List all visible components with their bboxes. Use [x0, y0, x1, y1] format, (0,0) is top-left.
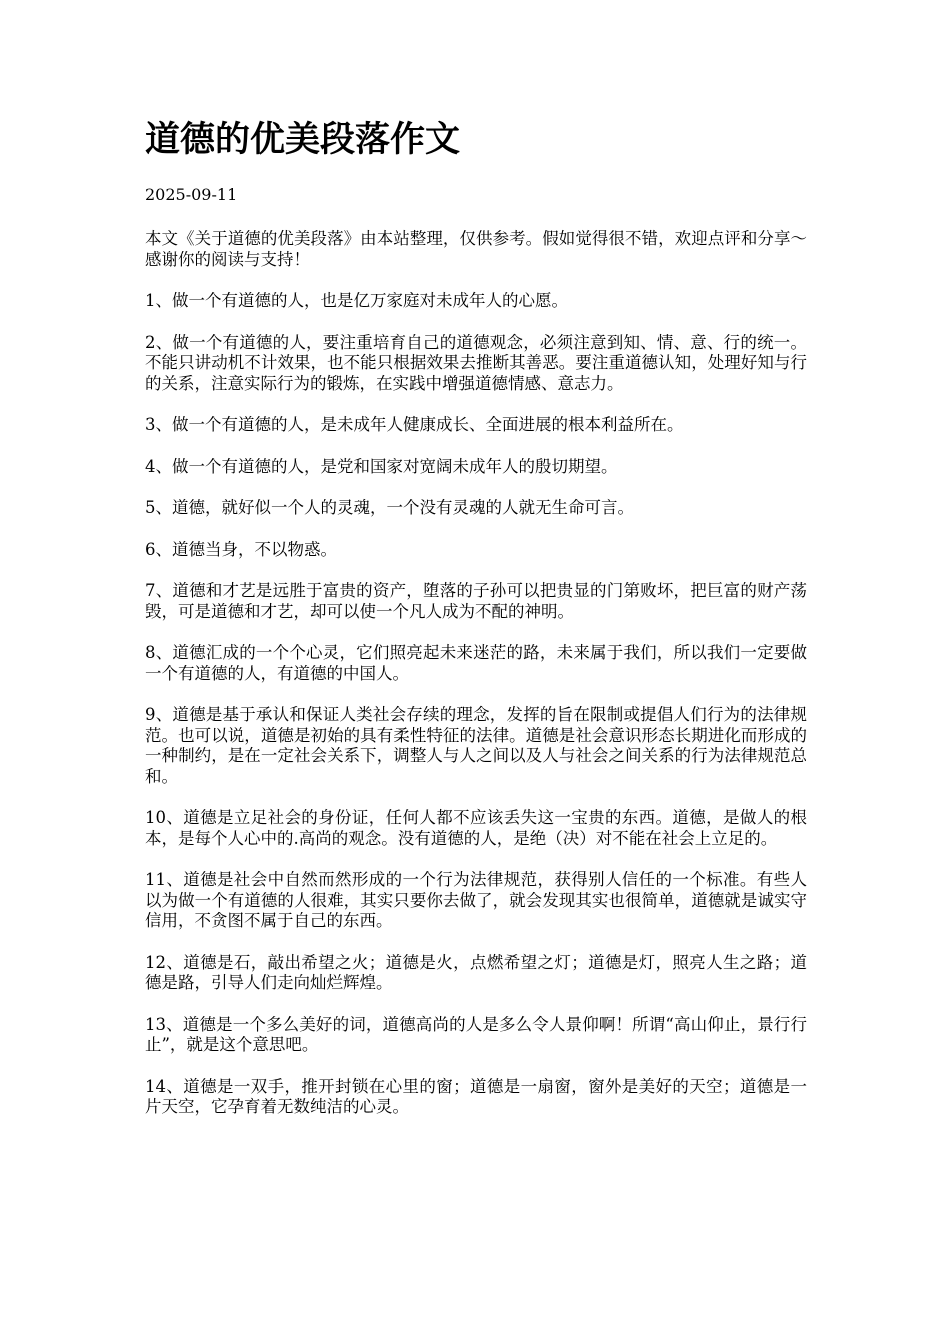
paragraph-10: 10、道德是立足社会的身份证，任何人都不应该丢失这一宝贵的东西。道德，是做人的根本，是每个人心中的.高尚的观念。没有道德的人，是绝（决）对不能在社会上立足的。 — [145, 808, 807, 848]
paragraph-2: 2、做一个有道德的人，要注重培育自己的道德观念，必须注意到知、情、意、行的统一。不能只讲动机不计效果，也不能只根据效果去推断其善恶。要注重道德认知，处理好知与行的关系，注意实际行为的锻炼，在实践中增强道德情感、意志力。 — [145, 332, 807, 393]
paragraph-14: 14、道德是一双手，推开封锁在心里的窗；道德是一扇窗，窗外是美好的天空；道德是一片天空，它孕育着无数纯洁的心灵。 — [145, 1076, 807, 1116]
document-title: 道德的优美段落作文 — [145, 120, 461, 160]
paragraph-1: 1、做一个有道德的人，也是亿万家庭对未成年人的心愿。 — [145, 291, 568, 310]
paragraph-3: 3、做一个有道德的人，是未成年人健康成长、全面进展的根本利益所在。 — [145, 415, 684, 434]
paragraph-4: 4、做一个有道德的人，是党和国家对宽阔未成年人的殷切期望。 — [145, 456, 618, 476]
publish-date: 2025-09-11 — [145, 185, 238, 204]
paragraph-7: 7、道德和才艺是远胜于富贵的资产，堕落的子孙可以把贵显的门第败坏，把巨富的财产荡毁，可是道德和才艺，却可以使一个凡人成为不配的神明。 — [145, 581, 807, 621]
intro-paragraph: 本文《关于道德的优美段落》由本站整理，仅供参考。假如觉得很不错，欢迎点评和分享～感谢你的阅读与支持！ — [145, 229, 807, 269]
paragraph-9: 9、道德是基于承认和保证人类社会存续的理念，发挥的旨在限制或提倡人们行为的法律规范。也可以说，道德是初始的具有柔性特征的法律。道德是社会意识形态长期进化而形成的一种制约，是在一定社会关系下，调整人与人之间以及人与社会之间关系的行为法律规范总和。 — [145, 705, 807, 786]
paragraph-8: 8、道德汇成的一个个心灵，它们照亮起未来迷茫的路，未来属于我们，所以我们一定要做一个有道德的人，有道德的中国人。 — [145, 643, 807, 683]
paragraph-6: 6、道德当身，不以物惑。 — [145, 539, 337, 559]
paragraph-13: 13、道德是一个多么美好的词，道德高尚的人是多么令人景仰啊！所谓“高山仰止，景行行止”，就是这个意思吧。 — [145, 1014, 807, 1054]
paragraph-11: 11、道德是社会中自然而然形成的一个行为法律规范，获得别人信任的一个标准。有些人以为做一个有道德的人很难，其实只要你去做了，就会发现其实也很简单，道德就是诚实守信用，不贪图不属于自己的东西。 — [145, 870, 807, 930]
document-page — [145, 116, 807, 1118]
paragraph-12: 12、道德是石，敲出希望之火；道德是火，点燃希望之灯；道德是灯，照亮人生之路；道德是路，引导人们走向灿烂辉煌。 — [145, 952, 807, 992]
paragraph-5: 5、道德，就好似一个人的灵魂，一个没有灵魂的人就无生命可言。 — [145, 498, 634, 517]
